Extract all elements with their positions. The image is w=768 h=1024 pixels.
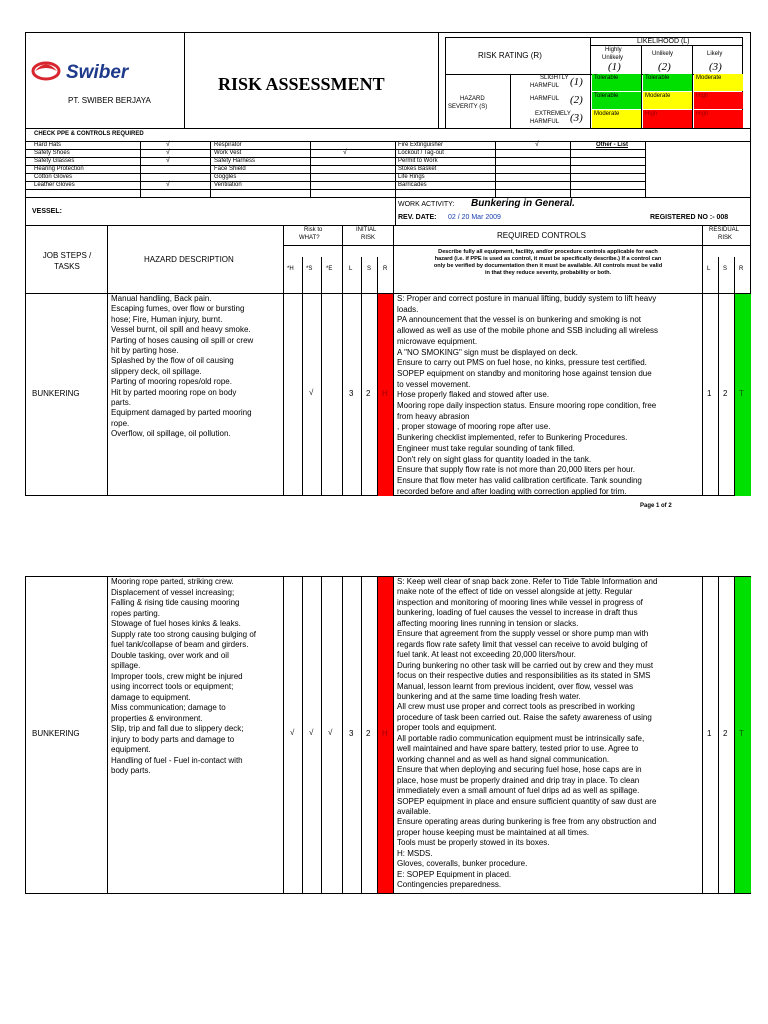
hazard-line: ropes parting. [111,608,160,618]
task-name: BUNKERING [32,729,80,738]
swiber-logo-icon [30,56,180,86]
ppe-item: Leather Gloves [34,182,75,188]
residual-s: 2 [723,389,728,398]
controls-list [397,577,702,891]
ppe-check[interactable]: √ [166,181,170,188]
hazard-line: fuel tank/collapse of beam and girders. [111,640,249,649]
control-line: place, hose must be properly drained and drip tray in place. To clean [397,775,640,785]
control-line: immediately even a small amount of fuel drips ad as well as spillage. [397,786,640,796]
ppe-check[interactable]: √ [343,149,347,156]
ppe-check[interactable]: √ [166,149,170,156]
control-line: bunkering and at the same time loading fresh water. [397,691,581,701]
control-line: bunkering, loading of fuel causes the vessel to increase in draft thus [397,608,638,618]
controls-note-line: hazard (i.e. if PPE is used as control, it must be specifically describe.) If a control can [434,256,662,262]
hazard-line: Parting of mooring ropes/old rope. [111,377,232,387]
likelihood-1-label: Highly [605,47,622,53]
ppe-line-7 [25,197,751,198]
ppe-line-2 [25,157,645,158]
hazard-severity-label-2: SEVERITY (S) [448,104,488,110]
risk-matrix-divider-a [590,37,591,129]
residual-r: T [739,729,744,738]
col-l-header: L [349,266,353,272]
control-line: microwave equipment. [397,336,478,346]
risk-to-header: Risk to [304,227,323,233]
res-r-header: R [739,266,744,272]
control-line: Mooring rope daily inspection status. Ensure mooring rope condition, free [397,401,657,411]
work-activity-value: Bunkering in General. [471,198,575,209]
residual-l: 1 [707,389,712,398]
job-steps-header-text: JOB STEPS / TASKS [42,251,92,271]
ppe-item: Life Rings [398,174,425,180]
task-name: BUNKERING [32,389,80,398]
header-subline-b [393,245,751,246]
control-line: regards flow rate safety limit that vessel can receive to avoid bulging of [397,639,648,649]
risk-e-mark: √ [328,728,333,737]
likelihood-2-label: Unlikely [652,51,674,57]
risk-s-mark: √ [309,388,314,397]
col-line-j [718,257,719,496]
ppe-item: Cotton Gloves [34,174,73,180]
controls-note-line: Describe fully all equipment, facility, and/or procedure controls applicable for each [438,249,658,255]
col-line-b [283,225,284,496]
ppe-item: Safety Shoes [34,150,70,156]
registered-no: REGISTERED NO :- 008 [650,214,729,221]
control-line: PA announcement that the vessel is on bunkering and smoking is not [397,315,642,325]
header-divider-title [438,32,439,128]
risk-matrix-divider-f [692,45,693,129]
controls-list [397,294,702,497]
col-line-i [702,225,703,496]
control-line: Engineer must take regular sounding of tank filled. [397,443,575,453]
control-line: working channel and as well as hand signal communication. [397,754,610,764]
hazard-line: Escaping fumes, over flow or bursting [111,304,245,314]
header-divider-logo [184,32,185,128]
control-line: Tools must be properly stowed in its boxes. [397,838,550,848]
likelihood-title: LIKELIHOOD (L) [637,38,690,45]
control-line: Ensure that agreement from the supply vessel or shore pump man with [397,629,649,639]
control-line: During bunkering no other task will be carried out by crew and they must [397,660,654,670]
ppe-item: Fire Extinguisher [398,142,444,148]
control-line: procedure of task been carried out. Raise the safety awareness of using [397,712,652,722]
ppe-other-label: Other - List [596,142,629,148]
residual-l: 1 [707,729,712,738]
hazard-line: Vessel burnt, oil spill and heavy smoke. [111,325,251,335]
hazard-line: Manual handling, Back pain. [111,294,212,303]
ppe-item: Work Vest [214,150,242,156]
severity-1-label: SLIGHTLY [540,75,569,81]
hazard-line: Supply rate too strong causing bulging of [111,629,256,639]
hazard-line: Mooring rope parted, striking crew. [111,577,234,586]
ppe-item: Safety Harness [214,158,256,164]
hazard-line: hose; Fire, Human injury, burnt. [111,314,223,324]
ppe-line-4 [25,173,645,174]
ppe-line-0 [25,141,751,142]
residual-risk-header: RESIDUAL [709,227,740,233]
matrix-cell-1-1: Tolerable [592,74,641,91]
initial-r: H [382,389,388,398]
risk-to-header-2: WHAT? [299,235,320,241]
residual-r: T [739,389,744,398]
ppe-line-5 [25,181,645,182]
matrix-cell-3-3: High [694,110,743,128]
ppe-item: Goggles [214,174,237,180]
likelihood-3-label: Likely [707,51,723,57]
initial-l: 3 [349,729,354,738]
ppe-item: Ventilation [214,182,242,188]
initial-r: H [382,729,388,738]
col-s-header: *S [306,266,313,272]
controls-note-line: only be verified by documentation then it must be available. All controls must be valid [433,263,663,269]
col-line-d [321,257,322,496]
control-line: S: Keep well clear of snap back zone. Refer to Tide Table Information and [397,577,658,586]
p2-col-line-a [107,576,108,894]
info-divider [395,197,396,225]
hazard-line: Slip, trip and fall due to slippery deck; [111,724,244,733]
control-line: Gloves, coveralls, bunker procedure. [397,859,528,869]
ppe-col-divider-3 [310,141,311,197]
risk-matrix-divider-b [590,45,743,46]
col-line-f [361,257,362,496]
control-line: proper house keeping must be maintained at all times. [397,827,590,837]
risk-h-mark: √ [290,728,295,737]
col-line-e [342,225,343,496]
control-line: proper tools and equipment. [397,723,497,733]
ppe-line-1 [25,149,645,150]
hazard-line: Stowage of fuel hoses kinks & leaks. [111,619,241,628]
likelihood-1-num: (1) [608,61,621,73]
control-line: inspection and monitoring of mooring lines while vessel in progress of [397,597,643,607]
matrix-cell-1-3: Moderate [694,74,743,91]
control-line: SOPEP equipment in place and ensure sufficient quantity of saw dust are [397,796,657,806]
hazard-severity-label: HAZARD [460,96,485,102]
p2-col-line-i [702,576,703,894]
residual-s: 2 [723,729,728,738]
control-line: H: MSDS. [397,848,433,858]
hazard-line: Equipment damaged by parted mooring [111,408,252,418]
ppe-item: Barricades [398,182,427,188]
header-subline-a [283,245,393,246]
ppe-col-divider-6 [570,141,571,197]
ppe-item: Permit to Work [398,158,438,164]
hazard-line: Improper tools, crew might be injured [111,671,243,681]
control-line: focus on their respective duties and responsibilities as its stated in SMS [397,671,651,681]
company-name: PT. SWIBER BERJAYA [68,96,151,105]
hazard-list [111,577,283,777]
control-line: from heavy abrasion [397,411,470,421]
col-line-h [393,225,394,496]
control-line: make note of the effect of tide on vessel alongside at jetty. Regular [397,587,633,597]
ppe-col-divider-5 [495,141,496,197]
ppe-check[interactable]: √ [166,141,170,148]
ppe-col-divider-7 [645,141,646,197]
p2-col-line-d [321,576,322,894]
hazard-line: properties & environment. [111,713,203,723]
ppe-item: Respirator [214,142,242,148]
initial-risk-header-2: RISK [361,235,376,241]
control-line: All crew must use proper and correct tools as prescribed in working [397,702,635,712]
control-line: A "NO SMOKING" sign must be displayed on deck. [397,347,578,357]
likelihood-3-num: (3) [709,61,722,73]
matrix-cell-3-1: Moderate [592,110,641,128]
controls-note-line: in that they reduce severity, probability or both. [484,270,612,276]
p2-col-line-e [342,576,343,894]
control-line: Ensure to carry out PMS on fuel hose, no kinks, pressure test certified. [397,358,647,368]
risk-s-mark: √ [309,728,314,737]
rev-date-value: 02 / 20 Mar 2009 [448,214,501,221]
rev-date-label: REV. DATE: [398,214,437,221]
initial-s: 2 [366,729,371,738]
control-line: Don't rely on sight glass for quantity loaded in the tank. [397,454,592,464]
control-line: Bunkering checklist implemented, refer to Bunkering Procedures. [397,433,628,443]
risk-rating-label: RISK RATING (R) [478,51,542,60]
hazard-line: Falling & rising tide causing mooring [111,598,240,607]
severity-2-label: HARMFUL [530,96,560,102]
control-line: recorded before and after loading with correction applied for trim. [397,486,627,496]
ppe-item: Safety Glasses [34,158,75,164]
control-line: fuel tank. At least not exceeding 20,000 liters/hour. [397,650,576,660]
res-l-header: L [707,266,711,272]
control-line: All portable radio communication equipment must be intrinsically safe, [397,733,645,743]
severity-3-num: (3) [570,112,583,124]
hazard-line: equipment. [111,745,151,754]
matrix-cell-2-1: Tolerable [592,92,641,109]
ppe-item: Hearing Protection [34,166,84,172]
ppe-item: Stokes Basket [398,166,437,172]
hazard-line: Splashed by the flow of oil causing [111,356,234,366]
likelihood-1-label-2: Unlikely [602,55,624,61]
severity-1-label-2: HARMFUL [530,83,560,89]
col-r-header: R [383,266,388,272]
hazard-line: spillage. [111,661,141,670]
hazard-line: injury to body parts and damage to [111,734,235,744]
ppe-item: Face Shield [214,166,246,172]
hazard-line: damage to equipment. [111,692,191,702]
ppe-check[interactable]: √ [535,141,539,148]
ppe-check[interactable]: √ [166,157,170,164]
matrix-cell-2-3: High [694,92,743,109]
control-line: Manual, lesson learnt from previous incident, over flow, vessel was [397,681,634,691]
ppe-col-divider-1 [140,141,141,197]
control-line: affecting mooring lines running in tension or slacks. [397,618,579,628]
control-line: available. [397,806,431,816]
matrix-cell-2-2: Moderate [643,92,692,109]
control-line: Ensure operating areas during bunkering is free from any obstruction and [397,817,657,827]
control-line: Ensure that supply flow rate is not more than 20,000 liters per hour. [397,465,635,475]
residual-risk-header-2: RISK [718,235,733,241]
hazard-line: rope. [111,418,130,428]
res-s-header: S [723,266,728,272]
control-line: loads. [397,304,419,314]
logo-text: Swiber [66,62,129,83]
control-line: to vessel movement. [397,379,471,389]
severity-2-num: (2) [570,94,583,106]
control-line: Contingencies preparedness. [397,880,502,890]
control-line: Ensure that flow meter has valid calibration certificate. Tank sounding [397,475,642,485]
ppe-col-divider-2 [210,141,211,197]
hazard-line: Handling of fuel - Fuel in-contact with [111,755,243,765]
initial-l: 3 [349,389,354,398]
risk-matrix-divider-e [641,45,642,129]
hazard-line: body parts. [111,766,151,775]
controls-note [396,249,700,277]
p2-col-line-f [361,576,362,894]
col-line-c [302,257,303,496]
required-controls-header: REQUIRED CONTROLS [497,231,586,240]
hazard-line: Overflow, oil spillage, oil pollution. [111,429,231,439]
likelihood-2-num: (2) [658,61,671,73]
matrix-cell-1-2: Tolerable [643,74,692,91]
hazard-line: using incorrect tools or equipment; [111,682,234,691]
control-line: E: SOPEP Equipment in placed. [397,869,512,879]
ppe-item: Hard Hats [34,142,62,148]
matrix-cell-3-2: High [643,110,692,128]
p2-col-line-j [718,576,719,894]
work-activity-label: WORK ACTIVITY: [398,201,455,208]
severity-3-label-2: HARMFUL [530,119,560,125]
initial-s: 2 [366,389,371,398]
p2-col-line-b [283,576,284,894]
control-line: S: Proper and correct posture in manual lifting, buddy system to lift heavy [397,294,657,303]
control-line: Hose properly flaked and stowed after use. [397,390,550,400]
page-number: Page 1 of 2 [640,503,672,509]
hazard-line: Displacement of vessel increasing; [111,587,235,597]
ppe-heading: CHECK PPE & CONTROLS REQUIRED [34,131,144,137]
hazard-line: Double tasking, over work and oil [111,650,229,660]
severity-3-label: EXTREMELY [535,111,571,117]
info-bottom-line [25,225,751,226]
control-line: , proper stowage of mooring rope after use. [397,422,551,432]
hazard-line: Hit by parted mooring rope on body [111,387,237,397]
header-subline-c [702,245,751,246]
ppe-col-divider-4 [395,141,396,197]
p2-col-line-c [302,576,303,894]
hazard-line: slippery deck, oil spillage. [111,366,202,376]
col-h-header: *H [287,266,294,272]
ppe-line-3 [25,165,645,166]
p2-col-line-h [393,576,394,894]
ppe-item: Lockout / Tag-out [398,150,444,156]
col-s2-header: S [367,266,372,272]
control-line: Ensure that when deploying and securing fuel hose, hose caps are in [397,765,642,775]
page-title: RISK ASSESSMENT [218,74,385,94]
severity-1-num: (1) [570,76,583,88]
col-line-a [107,225,108,496]
vessel-label: VESSEL: [32,208,62,215]
hazard-list [111,294,283,440]
control-line: allowed as well as use of the mobile phone and SSB including all wireless [397,326,659,336]
risk-matrix-divider-d [510,74,511,129]
company-logo [30,56,180,86]
hazard-line: Miss communication; damage to [111,703,226,712]
hazard-line: hit by parting hose. [111,346,179,356]
job-steps-header [34,250,100,272]
control-line: SOPEP equipment on standby and monitoring hose against tension due [397,368,652,378]
ppe-line-6 [25,189,645,190]
col-e-header: *E [326,266,333,272]
initial-risk-header: INITIAL [356,227,377,233]
hazard-line: Parting of hoses causing oil spill or crew [111,335,254,345]
hazard-description-header: HAZARD DESCRIPTION [144,255,234,264]
control-line: well maintained and have spare battery, tested prior to use. Agree to [397,744,639,754]
hazard-line: parts. [111,398,132,408]
